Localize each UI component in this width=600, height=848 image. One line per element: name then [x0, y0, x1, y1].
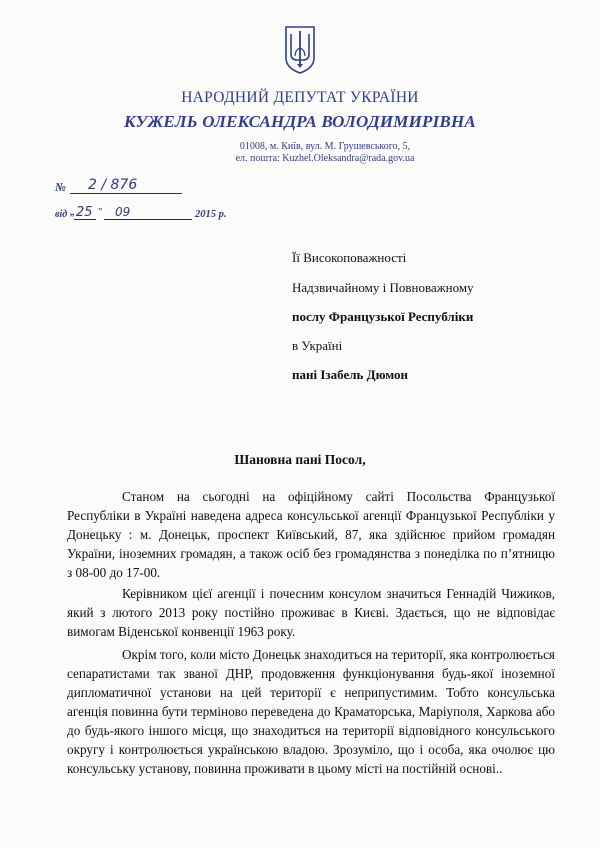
reg-date-prefix: від	[55, 209, 68, 220]
body-paragraph-2: Керівником цієї агенції і почесним консулом значиться Геннадій Чижиков, який з лютого 2013 року постійно проживає в Києві. Здається, що не відповідає вимогам Віденської конвенції 1963 року.	[67, 586, 555, 639]
reg-date-day: 25	[76, 205, 93, 220]
body-paragraph-3: Окрім того, коли місто Донецьк знаходиться на території, яка контролюється сепаратистами так званої ДНР, продовження функціонування будь-якої іноземної дипломатичної установи на цей території є неприпустимим. Тобто консульська агенція повинна бути терміново переведена до Краматорська, Маріуполя, Харкова або до будь-якого іншого місця, що знаходиться на території відповідного консульського округу і контролюється українською владою. Зрозуміло, що і особа, яка очолює цю консульську установу, повинна проживати в цьому місті на постійній основі..	[67, 647, 555, 776]
trident-coat-of-arms-icon	[285, 26, 315, 74]
reg-number-prefix: №	[55, 180, 66, 194]
salutation: Шановна пані Посол,	[234, 452, 366, 467]
letterhead-name: КУЖЕЛЬ ОЛЕКСАНДРА ВОЛОДИМИРІВНА	[124, 112, 476, 131]
reg-month-underline	[104, 219, 192, 220]
reg-number-value: 2 / 876	[88, 177, 138, 193]
body-paragraph-1: Станом на сьогодні на офіційному сайті Посольства Французької Республіки в Україні наведена адреса консульської агенції Французької Республіки у Донецьку : м. Донецьк, проспект Київський, 87, яка здійснює прийом громадян України, іноземних громадян, а також осіб без громадянства з понеділка по п’ятницю з 08-00 до 17-00.	[67, 489, 555, 580]
addressee-line-2: Надзвичайному і Повноважному	[292, 280, 474, 295]
address-line-1: 01008, м. Київ, вул. М. Грушевського, 5,	[239, 141, 411, 152]
address-line-2: ел. пошта: Kuzhel.Oleksandra@rada.gov.ua	[235, 153, 415, 164]
letterhead-address	[170, 141, 480, 165]
addressee-line-1: Її Високоповажності	[292, 250, 407, 265]
addressee-line-4: в Україні	[292, 338, 343, 353]
letterhead-title: НАРОДНИЙ ДЕПУТАТ УКРАЇНИ	[181, 89, 419, 106]
letter-page: НАРОДНИЙ ДЕПУТАТ УКРАЇНИ КУЖЕЛЬ ОЛЕКСАНДРА ВОЛОДИМИРІВНА 01008, м. Київ, вул. М. Грушевського, 5, ел. пошта: Kuzhel.Oleksandra@rada.gov.ua № 2 / 876 від „ 25 " 09 2015 р. Її Високоповажності Надзвичайному і Повноважному послу Французької Республіки в Україні пані Ізабель Дюмон Шановна пані Посол, Станом на сьогодні на офіційному сайті Посольства Французької Республіки в Україні наведена адреса консульської агенції Французької Республіки у Донецьку : м. Донецьк, проспект Київський, 87, яка здійснює прийом громадян України, іноземних громадян, а також осіб без громадянства з понеділка по п’ятницю з 08-00 до 17-00. Керівником цієї агенції і почесним консулом значиться Геннадій Чижиков, який з лютого 2013 року постійно проживає в Києві. Здається, що не відповідає вимогам Віденської конвенції 1963 року. Окрім того, коли місто Донецьк знаходиться на території, яка контролюється сепаратистами так званої ДНР, продовження функціонування будь-якої іноземної дипломатичної установи на цей території є неприпустимим. Тобто консульська агенція повинна бути терміново переведена до Краматорська, Маріуполя, Харкова або до будь-якого іншого місця, що знаходиться на території відповідного консульського округу і контролюється українською владою. Зрозуміло, що і особа, яка очолює цю консульську установу, повинна проживати в цьому місті на постійній основі..	[0, 0, 600, 848]
addressee-line-5: пані Ізабель Дюмон	[292, 367, 409, 382]
reg-date-month: 09	[115, 205, 131, 219]
reg-date-year: 2015 р.	[195, 209, 227, 220]
addressee-line-3: послу Французької Республіки	[292, 309, 474, 324]
reg-number-underline	[70, 193, 182, 194]
